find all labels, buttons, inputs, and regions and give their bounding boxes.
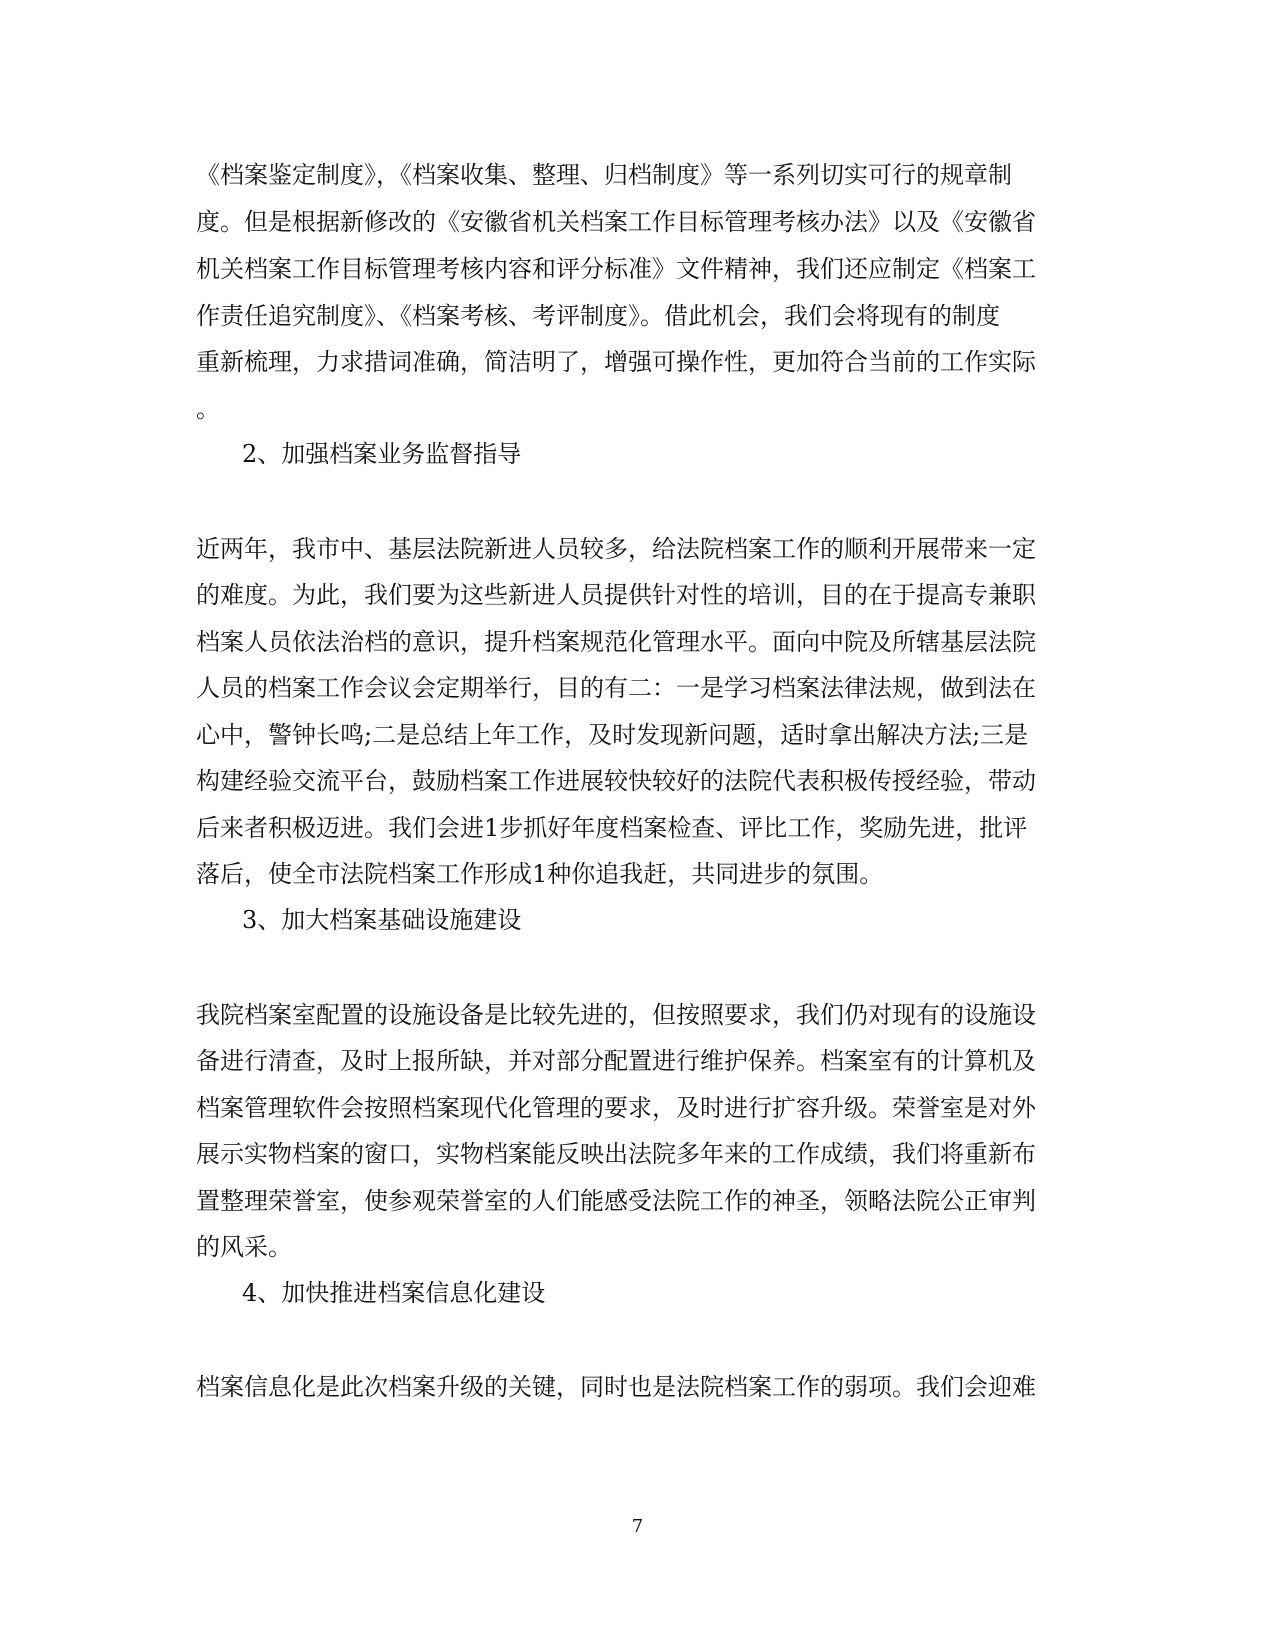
paragraph-1-line: 作责任追究制度》、《档案考核、考评制度》。借此机会，我们会将现有的制度 bbox=[196, 302, 1000, 330]
paragraph-2-line: 落后，使全市法院档案工作形成1种你追我赶，共同进步的氛围。 bbox=[196, 860, 884, 888]
paragraph-3-line: 的风采。 bbox=[196, 1233, 292, 1261]
paragraph-2-line: 近两年，我市中、基层法院新进人员较多，给法院档案工作的顺利开展带来一定 bbox=[196, 535, 1036, 563]
paragraph-3-line: 备进行清查，及时上报所缺，并对部分配置进行维护保养。档案室有的计算机及 bbox=[196, 1047, 1036, 1075]
section-heading-4: 4、加快推进档案信息化建设 bbox=[242, 1279, 546, 1307]
section-heading-3: 3、加大档案基础设施建设 bbox=[242, 906, 522, 934]
paragraph-2-line: 后来者积极迈进。我们会进1步抓好年度档案检查、评比工作，奖励先进，批评 bbox=[196, 814, 1028, 842]
paragraph-4-line: 档案信息化是此次档案升级的关键，同时也是法院档案工作的弱项。我们会迎难 bbox=[196, 1373, 1036, 1401]
paragraph-3-line: 我院档案室配置的设施设备是比较先进的，但按照要求，我们仍对现有的设施设 bbox=[196, 1001, 1036, 1029]
paragraph-2-line: 档案人员依法治档的意识，提升档案规范化管理水平。面向中院及所辖基层法院 bbox=[196, 628, 1036, 656]
paragraph-2-line: 心中，警钟长鸣;二是总结上年工作，及时发现新问题，适时拿出解决方法;三是 bbox=[196, 721, 1029, 749]
section-heading-2: 2、加强档案业务监督指导 bbox=[242, 440, 522, 468]
paragraph-1-line: 。 bbox=[196, 395, 220, 423]
paragraph-1-line: 机关档案工作目标管理考核内容和评分标准》文件精神，我们还应制定《档案工 bbox=[196, 255, 1036, 283]
paragraph-3-line: 展示实物档案的窗口，实物档案能反映出法院多年来的工作成绩，我们将重新布 bbox=[196, 1140, 1036, 1168]
paragraph-2-line: 的难度。为此，我们要为这些新进人员提供针对性的培训，目的在于提高专兼职 bbox=[196, 581, 1036, 609]
page-number: 7 bbox=[631, 1516, 644, 1537]
paragraph-2-line: 人员的档案工作会议会定期举行，目的有二：一是学习档案法律法规，做到法在 bbox=[196, 674, 1036, 702]
paragraph-3-line: 档案管理软件会按照档案现代化管理的要求，及时进行扩容升级。荣誉室是对外 bbox=[196, 1094, 1036, 1122]
paragraph-1-line: 度。但是根据新修改的《安徽省机关档案工作目标管理考核办法》以及《安徽省 bbox=[196, 208, 1036, 236]
paragraph-1-line: 重新梳理，力求措词准确，简洁明了，增强可操作性，更加符合当前的工作实际 bbox=[196, 348, 1036, 376]
paragraph-1-line: 《档案鉴定制度》，《档案收集、整理、归档制度》等一系列切实可行的规章制 bbox=[196, 161, 1012, 189]
paragraph-2-line: 构建经验交流平台，鼓励档案工作进展较快较好的法院代表积极传授经验，带动 bbox=[196, 767, 1036, 795]
paragraph-3-line: 置整理荣誉室，使参观荣誉室的人们能感受法院工作的神圣，领略法院公正审判 bbox=[196, 1187, 1036, 1215]
